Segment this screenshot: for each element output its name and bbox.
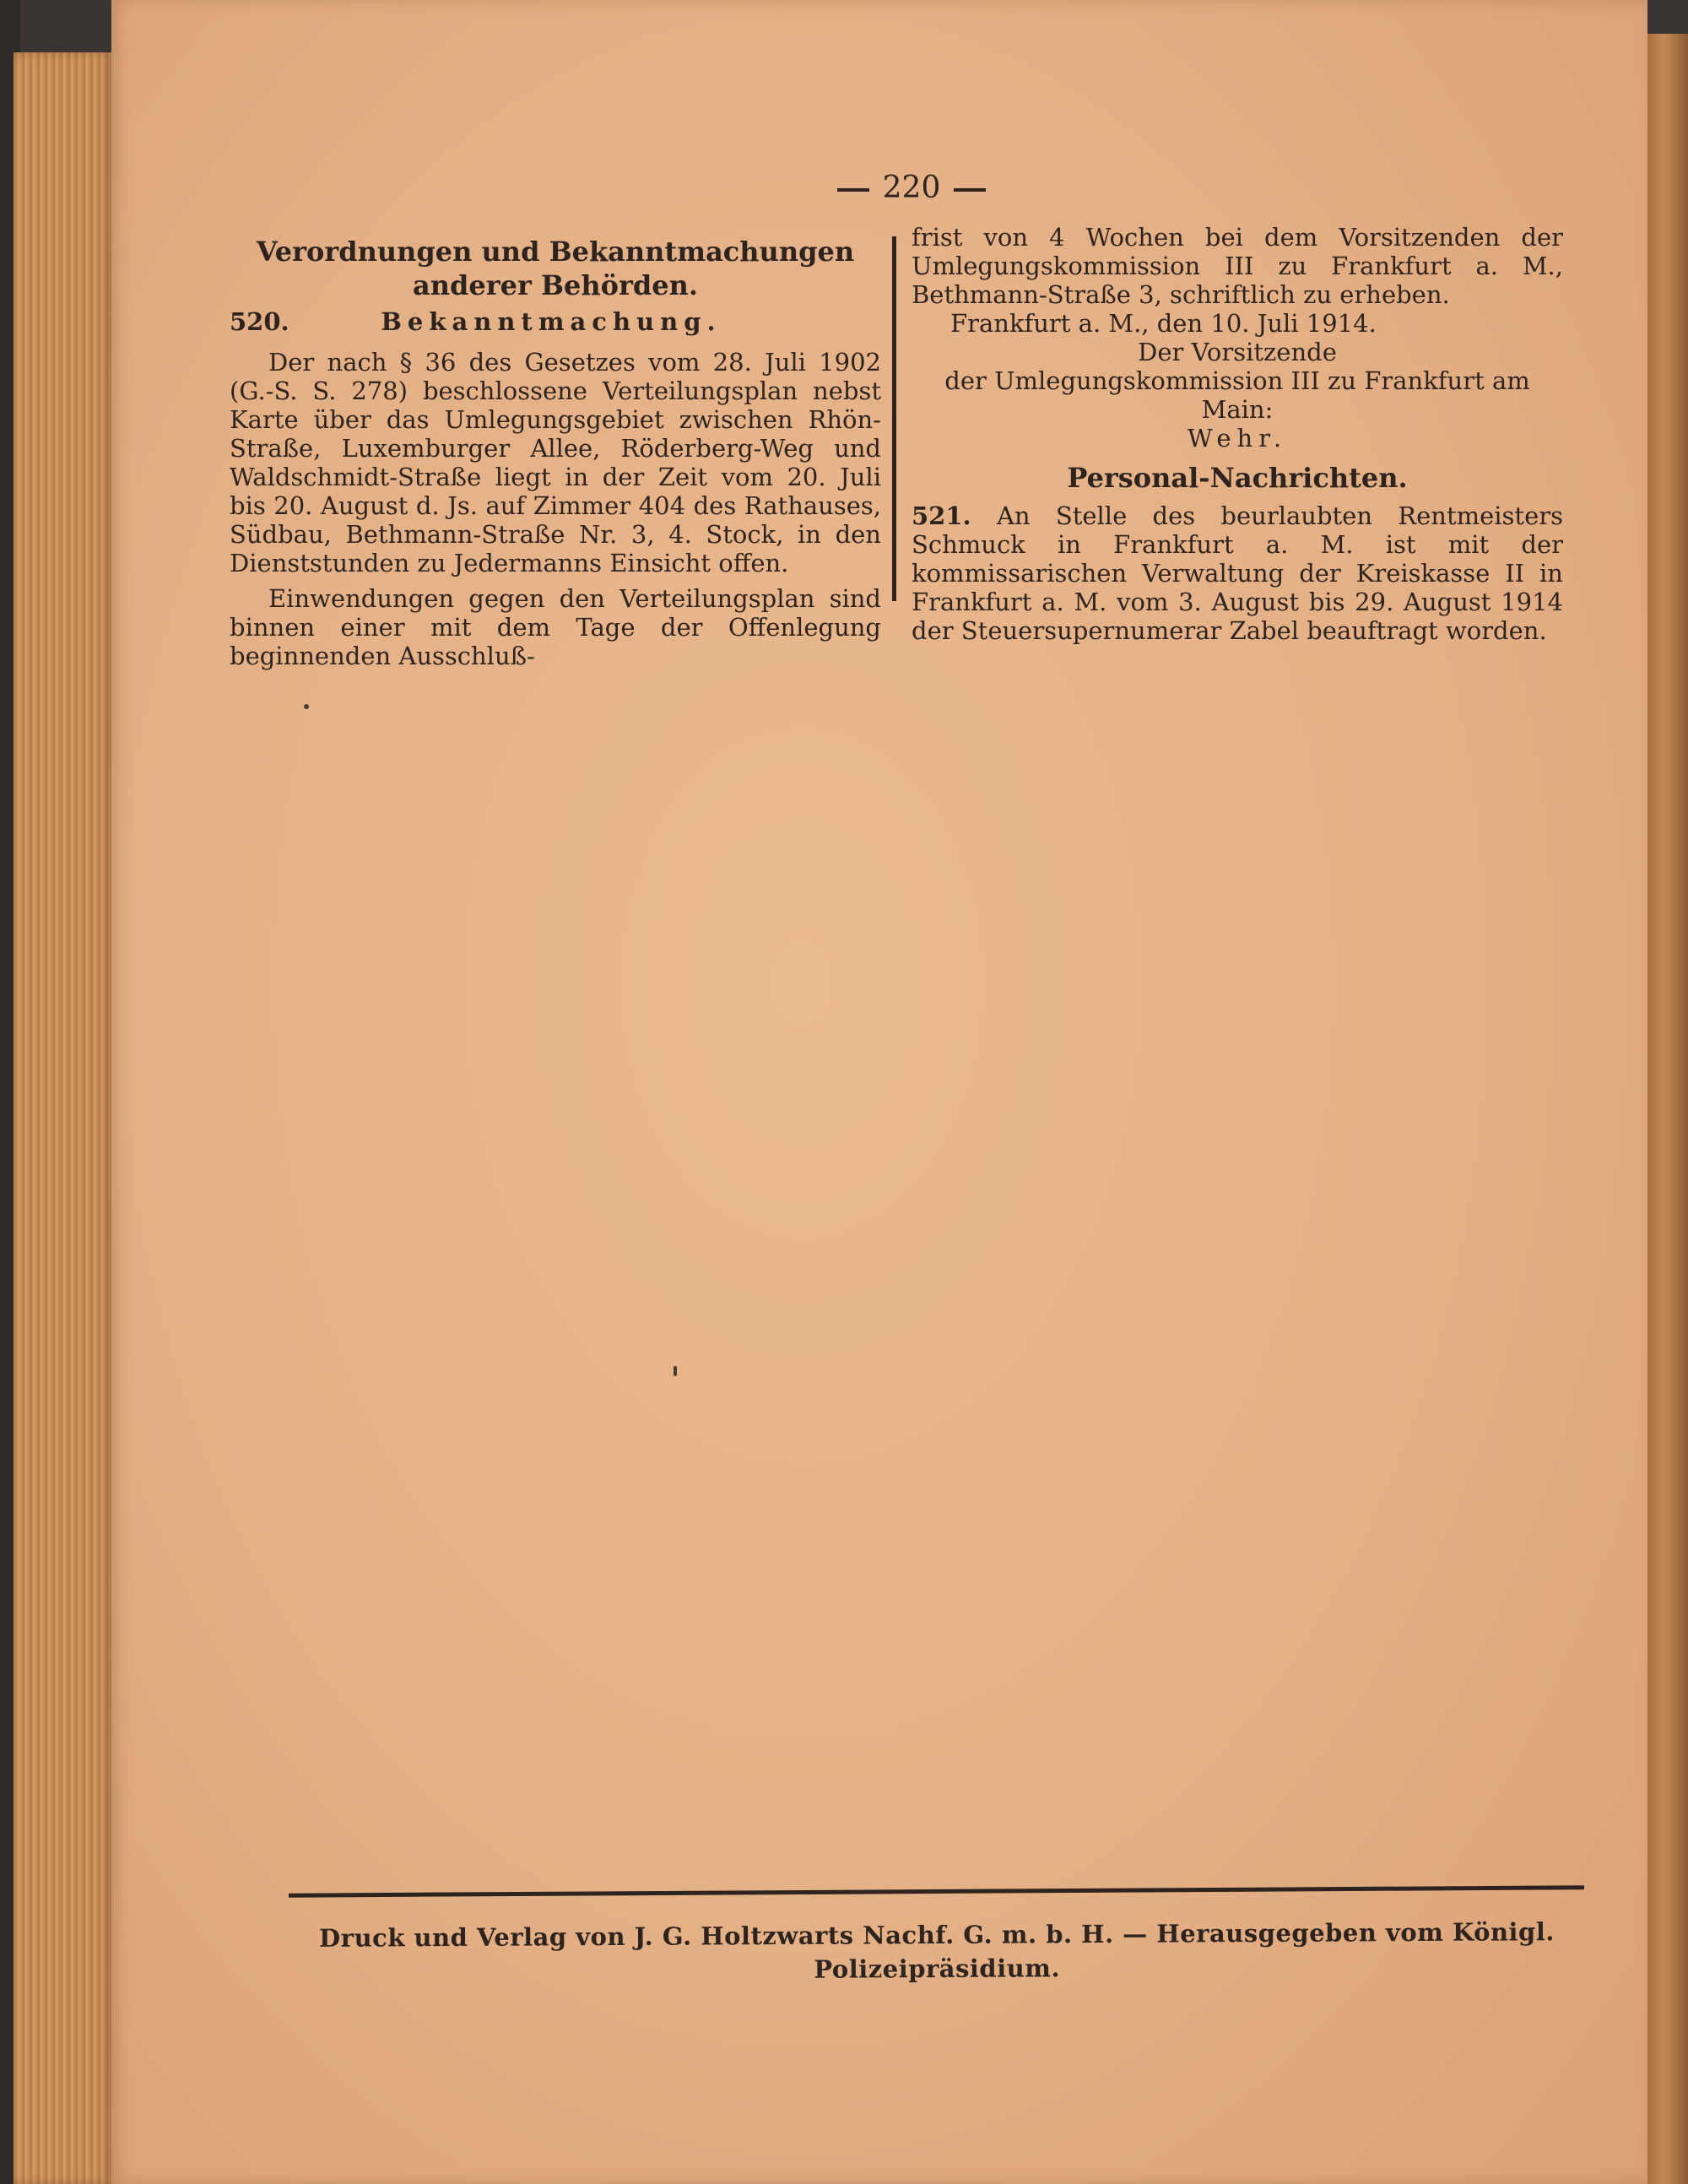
page-number: 220 [882, 171, 941, 205]
column-divider [892, 236, 896, 601]
signature-name: Wehr. [1187, 424, 1288, 453]
page-number-header [810, 167, 1013, 209]
entry-521-number: 521. [912, 501, 971, 530]
right-column [912, 223, 1563, 645]
place-date: Frankfurt a. M., den 10. Juli 1914. [950, 309, 1377, 338]
section-heading: Verordnungen und Bekanntmachungen anderer Behörden. [256, 236, 855, 301]
entry-520-header [230, 307, 881, 336]
entry-520-number: 520. [230, 307, 289, 336]
entry-520-paragraph-1: Der nach § 36 des Gesetzes vom 28. Juli 1902 (G.-S. S. 278) beschlossene Verteilungsplan nebst Karte über das Umlegungsgebiet zwischen Rhön-Straße, Luxemburger Allee, Röderberg-Weg und Waldschmidt-Straße liegt in der Zeit vom 20. Juli bis 20. August d. Js. auf Zimmer 404 des Rathauses, Südbau, Bethmann-Straße Nr. 3, 4. Stock, in den Dienststunden zu Jedermanns Einsicht offen. [230, 348, 881, 577]
footer-imprint: Druck und Verlag von J. G. Holtzwarts Nachf. G. m. b. H. — Herausgegeben vom Königl. Polizeipräsidium. [319, 1917, 1555, 1984]
paper-speck [304, 704, 309, 709]
book-right-edge [1647, 34, 1688, 2184]
signature-body: der Umlegungskommission III zu Frankfurt am Main: [944, 366, 1530, 424]
paper-speck [674, 1366, 677, 1376]
entry-521 [912, 501, 1563, 645]
entry-520-continuation: frist von 4 Wochen bei dem Vorsitzenden der Umlegungskommission III zu Frankfurt a. M., Bethmann-Straße 3, schriftlich zu erheben. [912, 223, 1563, 309]
entry-521-text: An Stelle des beurlaubten Rentmeisters Schmuck in Frankfurt a. M. ist mit der kommissarischen Verwaltung der Kreiskasse II in Frankfurt a. M. vom 3. August bis 29. August 1914 der Steuersupernumerar Zabel beauftragt worden. [912, 501, 1563, 645]
left-column [230, 235, 881, 670]
personal-heading: Personal-Nachrichten. [1067, 462, 1408, 494]
book-page-edges [14, 52, 113, 2184]
signature-title: Der Vorsitzende [1138, 338, 1337, 366]
entry-520-paragraph-2: Einwendungen gegen den Verteilungsplan sind binnen einer mit dem Tage der Offenlegung beginnenden Ausschluß- [230, 584, 881, 670]
dash-left [837, 188, 869, 192]
dash-right [954, 188, 986, 192]
entry-520-title: Bekanntmachung. [381, 307, 722, 336]
